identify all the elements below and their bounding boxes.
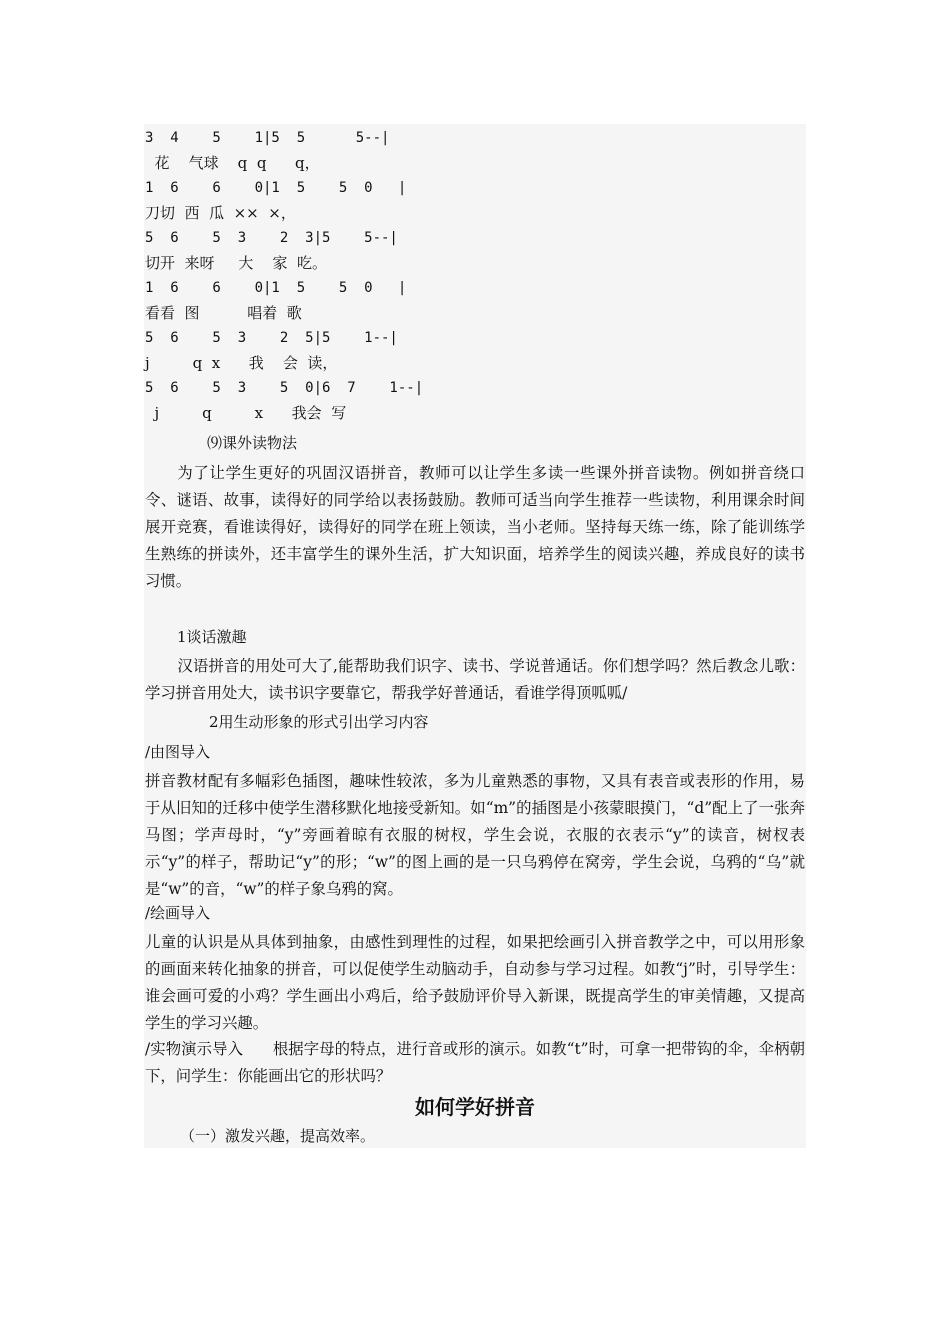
body-paragraph: 儿童的认识是从具体到抽象，由感性到理性的过程，如果把绘画引入拼音教学之中，可以用形象的画面来转化抽象的拼音，可以促使学生动脑动手，自动参与学习过程。如教“j”时，引导学生：谁会画可爱的小鸡？学生画出小鸡后，给予鼓励评价导入新课，既提高学生的审美情趣，又提高学生的学习兴趣。 bbox=[145, 933, 805, 1032]
body-paragraph: 汉语拼音的用处可大了,能帮助我们识字、读书、学说普通话。你们想学吗？然后教念儿歌：学习拼音用处大，读书识字要靠它，帮我学好普通话，看谁学得顶呱呱/ bbox=[145, 657, 805, 702]
song-line: 1 6 6 0|1 5 5 0 | bbox=[145, 180, 407, 196]
song-line: 刀切 西 瓜 ×× ×， bbox=[145, 204, 296, 222]
body-paragraph: 拼音教材配有多幅彩色插图，趣味性较浓，多为儿童熟悉的事物，又具有表音或表形的作用，易于从旧知的迁移中使学生潜移默化地接受新知。如“m”的插图是小孩蒙眼摸门，“d”配上了一张奔马图；学声母时，“y”旁画着晾有衣服的树杈，学生会说，衣服的衣表示“y”的读音，树杈表示“y”的样子，帮助记“y”的形；“w”的图上画的是一只乌鸦停在窝旁，学生会说，乌鸦的“乌”就是“w”的音，“w”的样子象乌鸦的窝。 bbox=[145, 772, 805, 898]
song-line: 5 6 5 3 5 0|6 7 1--| bbox=[145, 380, 424, 396]
song-line: 切开 来呀 大 家 吃。 bbox=[145, 254, 327, 272]
song-line: 看看 图 唱着 歌 bbox=[145, 304, 302, 322]
section-heading: 2用生动形象的形式引出学习内容 bbox=[209, 713, 429, 731]
section-heading: 1谈话激趣 bbox=[177, 628, 247, 646]
song-line: 5 6 5 3 2 5|5 1--| bbox=[145, 330, 398, 346]
section-heading: （一）激发兴趣，提高效率。 bbox=[180, 1127, 376, 1145]
song-line: 5 6 5 3 2 3|5 5--| bbox=[145, 230, 398, 246]
subsection-heading: /绘画导入 bbox=[145, 904, 211, 922]
body-paragraph: /实物演示导入 根据字母的特点，进行音或形的演示。如教“t”时，可拿一把带钩的伞，伞柄朝下，问学生：你能画出它的形状吗？ bbox=[145, 1040, 805, 1085]
song-line: j q x 我 会 读， bbox=[145, 354, 338, 372]
song-line: j q x 我会 写 bbox=[145, 404, 347, 422]
section-heading: ⑼课外读物法 bbox=[207, 434, 298, 452]
body-paragraph: 为了让学生更好的巩固汉语拼音，教师可以让学生多读一些课外拼音读物。例如拼音绕口令、谜语、故事，读得好的同学给以表扬鼓励。教师可适当向学生推荐一些读物，利用课余时间展开竞赛，看谁读得好，读得好的同学在班上领读，当小老师。坚持每天练一练，除了能训练学生熟练的拼读外，还丰富学生的课外生活，扩大知识面，培养学生的阅读兴趣，养成良好的读书习惯。 bbox=[145, 464, 805, 590]
song-line: 花 气球 q q q， bbox=[145, 154, 320, 172]
song-line: 3 4 5 1|5 5 5--| bbox=[145, 130, 390, 146]
song-line: 1 6 6 0|1 5 5 0 | bbox=[145, 280, 407, 296]
page-title: 如何学好拼音 bbox=[415, 1095, 535, 1119]
subsection-heading: /由图导入 bbox=[145, 743, 211, 761]
